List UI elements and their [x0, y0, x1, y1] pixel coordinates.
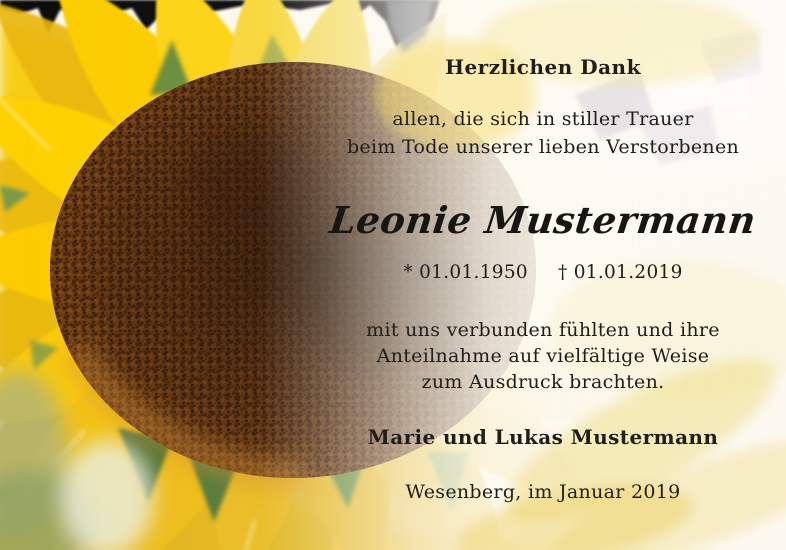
deceased-name: Leonie Mustermann — [327, 198, 759, 242]
thanks-line-3: zum Ausdruck brachten. — [421, 371, 665, 393]
intro-line-2: beim Tode unserer lieben Verstorbenen — [346, 136, 740, 158]
intro-line-1: allen, die sich in stiller Trauer — [392, 108, 694, 130]
card-title: Herzlichen Dank — [445, 55, 641, 79]
place-and-date: Wesenberg, im Januar 2019 — [405, 481, 681, 503]
text-column — [320, 0, 766, 550]
birth-date: * 01.01.1950 — [403, 262, 528, 283]
life-dates — [320, 262, 766, 283]
thanks-line-1: mit uns verbunden fühlten und ihre — [366, 319, 720, 341]
death-date: † 01.01.2019 — [558, 262, 683, 283]
family-signature: Marie und Lukas Mustermann — [367, 425, 719, 449]
thanks-line-2: Anteilnahme auf vielfältige Weise — [376, 345, 710, 367]
